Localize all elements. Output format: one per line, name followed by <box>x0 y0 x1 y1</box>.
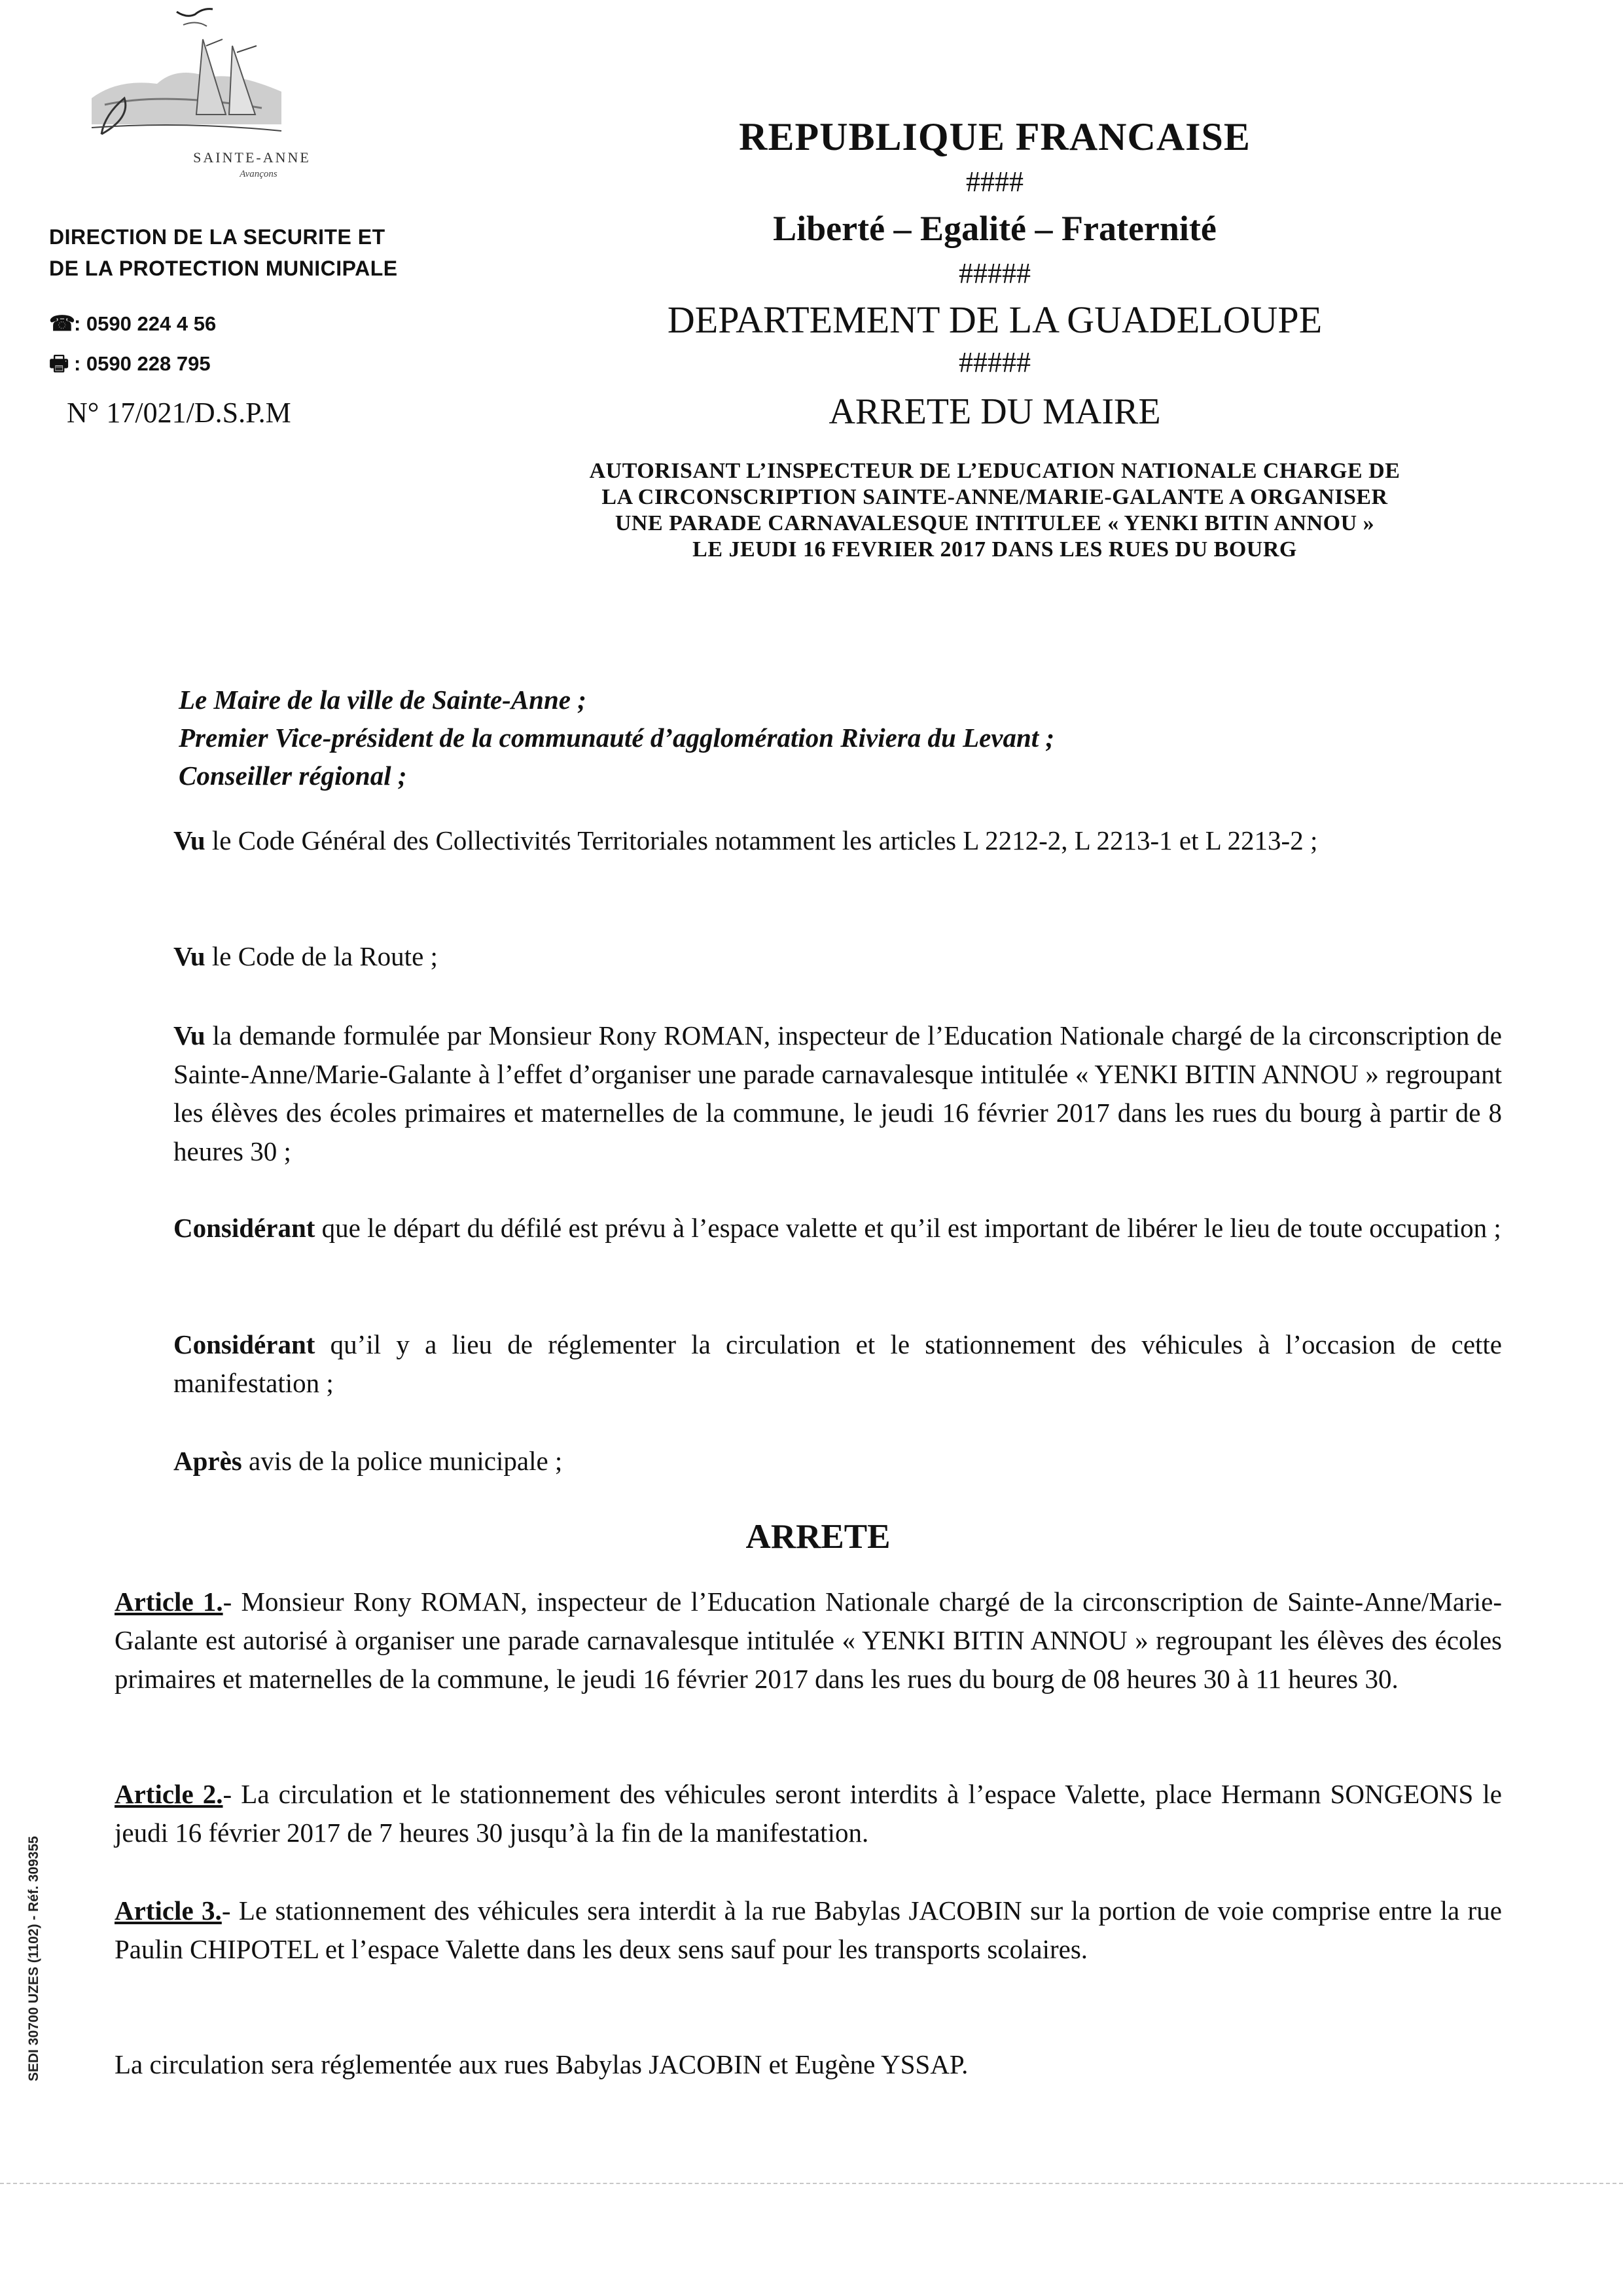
town-logo <box>65 0 314 196</box>
article-3 <box>115 1892 1502 1969</box>
decree-subject <box>458 458 1531 563</box>
visa-text: le Code de la Route ; <box>205 941 438 971</box>
separator: ##### <box>959 346 1031 378</box>
phone-number: : 0590 224 4 56 <box>74 312 217 335</box>
article-1 <box>115 1583 1502 1698</box>
article-text: - Le stationnement des véhicules sera interdit à la rue Babylas JACOBIN sur la portion de voie comprise entre la rue Paulin CHIPOTEL et l’espace Valette dans les deux sens sauf pour les transports scolaires. <box>115 1895 1502 1964</box>
article-text: - Monsieur Rony ROMAN, inspecteur de l’Education Nationale chargé de la circonscription de Sainte-Anne/Marie-Galante est autorisé à organiser une parade carnavalesque intitulée « YENKI BITIN ANNOU » regroupant les élèves des écoles primaires et maternelles de la commune, le jeudi 16 février 2017 dans les rues du bourg de 08 heures 30 à 11 heures 30. <box>115 1587 1502 1694</box>
traffic-regulation-note: La circulation sera réglementée aux rues Babylas JACOBIN et Eugène YSSAP. <box>115 2049 969 2079</box>
visa-text: le Code Général des Collectivités Territoriales notamment les articles L 2212-2, L 2213-1 et L 2213-2 ; <box>205 825 1318 855</box>
visa-lead: Vu <box>173 1020 205 1050</box>
document-type-heading: ARRETE DU MAIRE <box>829 391 1161 432</box>
visa-lead: Considérant <box>173 1213 315 1243</box>
subject-line: LE JEUDI 16 FEVRIER 2017 DANS LES RUES DU BOURG <box>692 537 1297 562</box>
article-2 <box>115 1775 1502 1852</box>
visa-lead: Vu <box>173 825 205 855</box>
issuing-department <box>49 221 398 284</box>
visa-lead: Après <box>173 1446 242 1476</box>
article-label: Article 1. <box>115 1587 223 1617</box>
visa-paragraph <box>173 1016 1502 1171</box>
logo-town-name: SAINTE-ANNE <box>193 149 311 166</box>
visa-text: qu’il y a lieu de réglementer la circulation et le stationnement des véhicules à l’occasion de cette manifestation ; <box>173 1329 1502 1398</box>
logo-tagline: Avançons <box>240 169 277 179</box>
visa-paragraph <box>173 1442 1502 1480</box>
subject-line: UNE PARADE CARNAVALESQUE INTITULEE « YENKI BITIN ANNOU » <box>615 511 1375 535</box>
subject-line: LA CIRCONSCRIPTION SAINTE-ANNE/MARIE-GALANTE A ORGANISER <box>601 485 1388 509</box>
republique-heading: REPUBLIQUE FRANCAISE <box>739 115 1251 158</box>
separator: ##### <box>959 257 1031 289</box>
visa-paragraph <box>173 821 1502 860</box>
preamble-line: Premier Vice-président de la communauté d’agglomération Riviera du Levant ; <box>179 723 1055 753</box>
fax-number: : 0590 228 795 <box>74 352 211 375</box>
preamble-line: Conseiller régional ; <box>179 761 407 791</box>
visa-text: que le départ du défilé est prévu à l’espace valette et qu’il est important de libérer le lieu de toute occupation ; <box>315 1213 1501 1243</box>
preamble-line: Le Maire de la ville de Sainte-Anne ; <box>179 685 586 715</box>
visa-lead: Vu <box>173 941 205 971</box>
departement-heading: DEPARTEMENT DE LA GUADELOUPE <box>667 298 1323 341</box>
visa-paragraph <box>173 937 1502 976</box>
national-motto: Liberté – Egalité – Fraternité <box>773 209 1217 248</box>
subject-line: AUTORISANT L’INSPECTEUR DE L’EDUCATION NATIONALE CHARGE DE <box>589 459 1400 483</box>
department-line-1: DIRECTION DE LA SECURITE ET <box>49 225 385 249</box>
decree-reference: N° 17/021/D.S.P.M <box>67 397 291 429</box>
considerant-paragraph <box>173 1209 1502 1247</box>
page-divider <box>0 2183 1623 2184</box>
fax-row <box>49 344 216 384</box>
visa-text: la demande formulée par Monsieur Rony ROMAN, inspecteur de l’Education Nationale chargé de la circonscription de Sainte-Anne/Marie-Galante à l’effet d’organiser une parade carnavalesque intitulée « YENKI BITIN ANNOU » regroupant les élèves des écoles primaires et maternelles de la commune, le jeudi 16 février 2017 dans les rues du bourg à partir de 8 heures 30 ; <box>173 1020 1502 1166</box>
mayor-titles <box>179 681 1054 795</box>
considerant-paragraph <box>173 1325 1502 1403</box>
fax-icon: 🖶 <box>49 351 69 375</box>
contact-block <box>49 304 216 384</box>
article-label: Article 2. <box>115 1779 223 1809</box>
article-label: Article 3. <box>115 1895 222 1926</box>
visa-text: avis de la police municipale ; <box>241 1446 563 1476</box>
visa-lead: Considérant <box>173 1329 315 1359</box>
printer-reference: SEDI 30700 UZES (1102) - Réf. 309355 <box>26 1836 41 2081</box>
phone-row <box>49 304 216 344</box>
sailboat-landscape-icon <box>65 0 314 151</box>
separator: #### <box>966 166 1024 198</box>
phone-icon: ☎ <box>49 312 75 335</box>
department-line-2: DE LA PROTECTION MUNICIPALE <box>49 257 398 280</box>
article-text: - La circulation et le stationnement des véhicules seront interdits à l’espace Valette, place Hermann SONGEONS le jeudi 16 février 2017 de 7 heures 30 jusqu’à la fin de la manifestation. <box>115 1779 1502 1848</box>
arrete-heading: ARRETE <box>745 1518 891 1556</box>
